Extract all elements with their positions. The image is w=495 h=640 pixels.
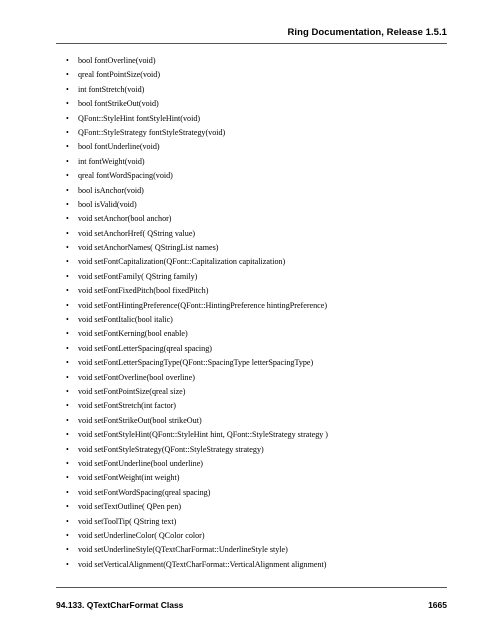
method-signature: void setFontPointSize(qreal size) [78, 386, 186, 396]
method-signature: void setFontKerning(bool enable) [78, 329, 188, 339]
list-item [66, 543, 455, 557]
method-signature: void setFontStretch(int factor) [78, 401, 177, 411]
bullet-icon: • [66, 559, 69, 569]
bullet-icon: • [66, 415, 69, 425]
header-divider [56, 43, 447, 44]
method-signature: void setFontFixedPitch(bool fixedPitch) [78, 286, 209, 296]
bullet-icon: • [66, 372, 69, 382]
method-signature: void setFontHintingPreference(QFont::HintingPreference hintingPreference) [78, 300, 328, 310]
bullet-icon: • [66, 113, 69, 123]
bullet-icon: • [66, 99, 69, 109]
list-item [66, 428, 455, 442]
list-item [66, 255, 455, 269]
list-item [66, 558, 455, 572]
list-item [66, 529, 455, 543]
method-signature: void setFontItalic(bool italic) [78, 315, 173, 325]
method-signature: void setFontStyleHint(QFont::StyleHint hint, QFont::StyleStrategy strategy ) [78, 430, 329, 440]
list-item [66, 299, 455, 313]
bullet-icon: • [66, 458, 69, 468]
list-item [66, 241, 455, 255]
method-signature: bool fontUnderline(void) [78, 142, 160, 152]
bullet-icon: • [66, 444, 69, 454]
list-item [66, 327, 455, 341]
footer-divider [56, 587, 447, 588]
method-signature: void setAnchorNames( QStringList names) [78, 243, 219, 253]
bullet-icon: • [66, 127, 69, 137]
bullet-icon: • [66, 156, 69, 166]
list-item [66, 443, 455, 457]
list-item [66, 356, 455, 370]
method-signature: void setFontUnderline(bool underline) [78, 458, 203, 468]
method-signature: void setFontFamily( QString family) [78, 271, 198, 281]
list-item [66, 284, 455, 298]
bullet-icon: • [66, 286, 69, 296]
bullet-icon: • [66, 243, 69, 253]
method-signature: void setTextOutline( QPen pen) [78, 502, 182, 512]
method-signature: void setFontWeight(int weight) [78, 473, 180, 483]
bullet-icon: • [66, 199, 69, 209]
method-signature: void setFontLetterSpacing(qreal spacing) [78, 343, 212, 353]
method-signature: void setFontStyleStrategy(QFont::StyleStrategy strategy) [78, 444, 264, 454]
list-item [66, 385, 455, 399]
footer-page-number: 1665 [428, 600, 447, 610]
bullet-icon: • [66, 545, 69, 555]
method-signature: void setUnderlineStyle(QTextCharFormat::UnderlineStyle style) [78, 545, 288, 555]
bullet-icon: • [66, 473, 69, 483]
list-item [66, 414, 455, 428]
bullet-icon: • [66, 257, 69, 267]
method-signature: bool isValid(void) [78, 199, 137, 209]
document-title: Ring Documentation, Release 1.5.1 [287, 27, 447, 38]
list-item [66, 227, 455, 241]
method-signature: int fontStretch(void) [78, 84, 145, 94]
method-signature: void setFontLetterSpacingType(QFont::SpacingType letterSpacingType) [78, 358, 314, 368]
bullet-icon: • [66, 386, 69, 396]
method-signature: QFont::StyleHint fontStyleHint(void) [78, 113, 201, 123]
method-signature: int fontWeight(void) [78, 156, 145, 166]
footer-section-title: 94.133. QTextCharFormat Class [56, 600, 184, 610]
list-item [66, 342, 455, 356]
bullet-icon: • [66, 487, 69, 497]
bullet-icon: • [66, 56, 69, 65]
list-item [66, 54, 455, 68]
method-signature: void setVerticalAlignment(QTextCharFormat::VerticalAlignment alignment) [78, 559, 327, 569]
bullet-icon: • [66, 516, 69, 526]
bullet-icon: • [66, 401, 69, 411]
method-signature: qreal fontPointSize(void) [78, 70, 161, 80]
list-item [66, 212, 455, 226]
method-signature: void setUnderlineColor( QColor color) [78, 530, 205, 540]
bullet-icon: • [66, 271, 69, 281]
method-list [66, 54, 455, 572]
bullet-icon: • [66, 70, 69, 80]
bullet-icon: • [66, 430, 69, 440]
page-content [66, 54, 455, 572]
method-signature: qreal fontWordSpacing(void) [78, 171, 173, 181]
list-item [66, 68, 455, 82]
list-item [66, 486, 455, 500]
bullet-icon: • [66, 300, 69, 310]
list-item [66, 399, 455, 413]
bullet-icon: • [66, 171, 69, 181]
list-item [66, 112, 455, 126]
list-item [66, 270, 455, 284]
list-item [66, 140, 455, 154]
method-signature: void setToolTip( QString text) [78, 516, 177, 526]
list-item [66, 515, 455, 529]
list-item [66, 500, 455, 514]
method-signature: void setAnchor(bool anchor) [78, 214, 172, 224]
bullet-icon: • [66, 343, 69, 353]
method-signature: bool fontOverline(void) [78, 56, 156, 65]
list-item [66, 126, 455, 140]
list-item [66, 457, 455, 471]
list-item [66, 313, 455, 327]
list-item [66, 97, 455, 111]
bullet-icon: • [66, 185, 69, 195]
method-signature: void setFontOverline(bool overline) [78, 372, 195, 382]
method-signature: bool isAnchor(void) [78, 185, 144, 195]
bullet-icon: • [66, 84, 69, 94]
bullet-icon: • [66, 142, 69, 152]
method-signature: QFont::StyleStrategy fontStyleStrategy(void) [78, 127, 226, 137]
list-item [66, 155, 455, 169]
list-item [66, 471, 455, 485]
list-item [66, 184, 455, 198]
bullet-icon: • [66, 214, 69, 224]
bullet-icon: • [66, 315, 69, 325]
method-signature: bool fontStrikeOut(void) [78, 99, 159, 109]
bullet-icon: • [66, 358, 69, 368]
bullet-icon: • [66, 329, 69, 339]
list-item [66, 198, 455, 212]
bullet-icon: • [66, 228, 69, 238]
method-signature: void setFontStrikeOut(bool strikeOut) [78, 415, 202, 425]
bullet-icon: • [66, 530, 69, 540]
method-signature: void setFontCapitalization(QFont::Capitalization capitalization) [78, 257, 286, 267]
list-item [66, 371, 455, 385]
bullet-icon: • [66, 502, 69, 512]
method-signature: void setAnchorHref( QString value) [78, 228, 196, 238]
list-item [66, 83, 455, 97]
list-item [66, 169, 455, 183]
method-signature: void setFontWordSpacing(qreal spacing) [78, 487, 211, 497]
